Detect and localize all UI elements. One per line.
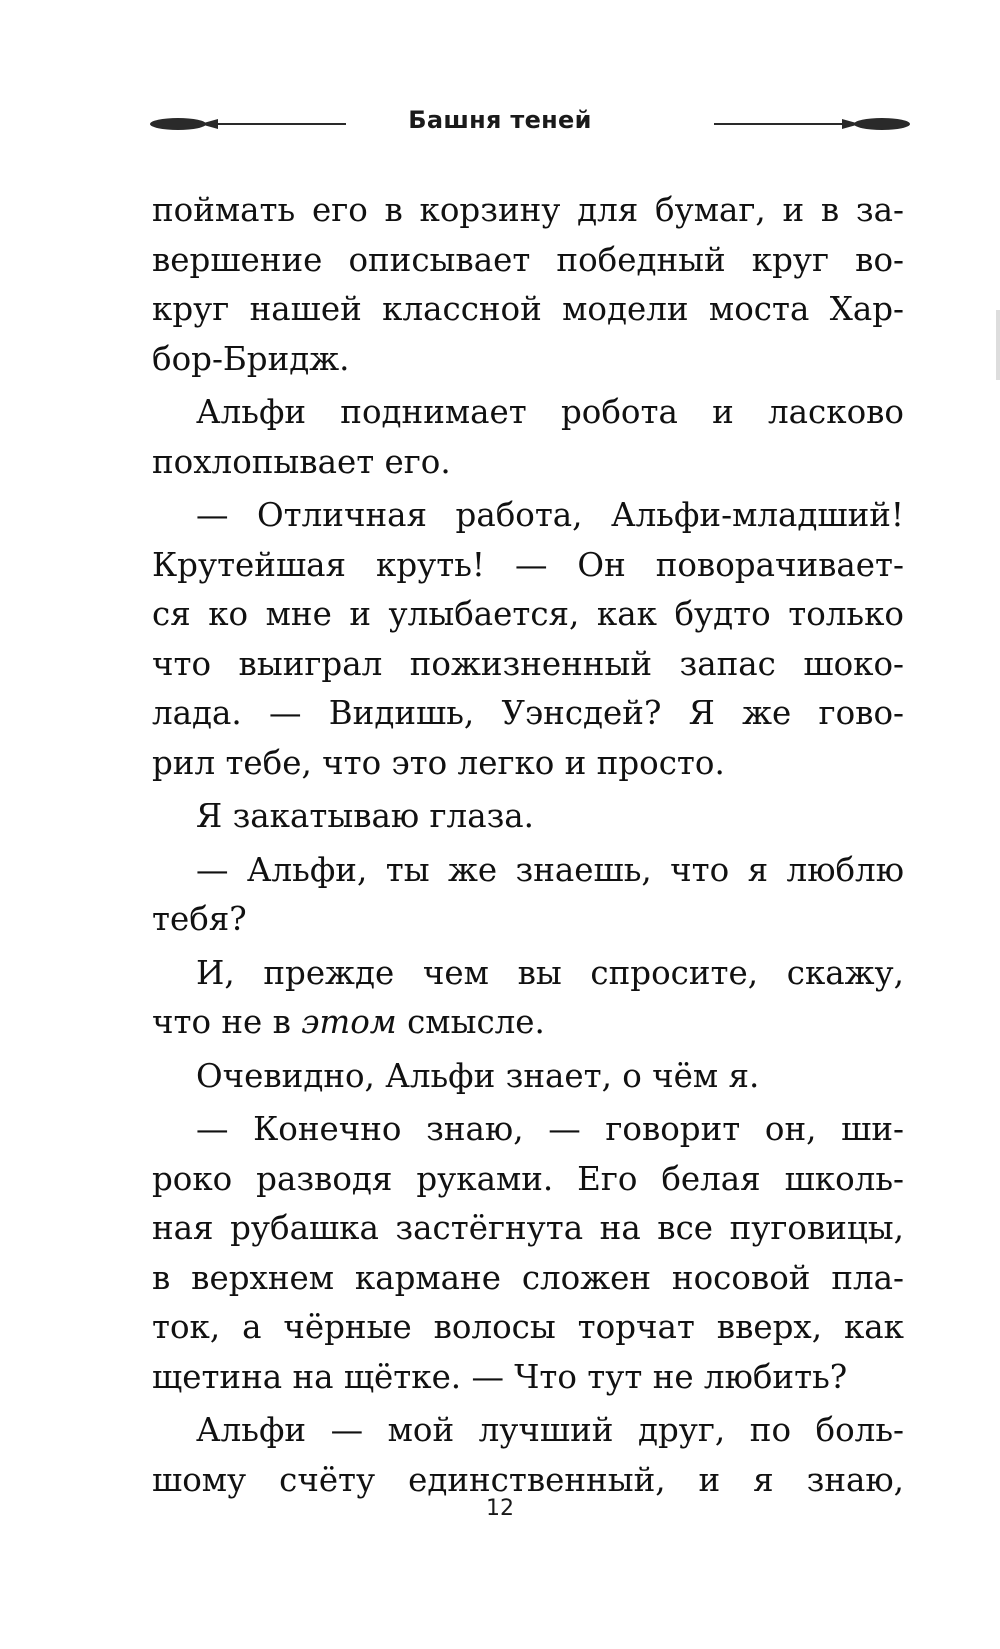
text-line: похлопывает его. [152,442,451,481]
text-line: Альфи поднимает робота и ласково [196,393,904,431]
text-line: шому счёту единственный, и я знаю, [152,1460,904,1499]
text-line: в верхнем кармане сложен носовой пла- [152,1258,904,1297]
text-line: ся ко мне и улыбается, как будто только [152,595,904,633]
text-line: что выиграл пожизненный запас шоко- [152,644,904,683]
text-line: И, прежде чем вы спросите, скажу, [196,953,904,992]
text-line: лада. — Видишь, Уэнсдей? Я же гово- [152,694,904,732]
text-line: Альфи — мой лучший друг, по боль- [196,1411,904,1449]
running-title: Башня теней [408,106,592,134]
text-line: поймать его в корзину для бумаг, и в за- [152,191,904,229]
text-line: Крутейшая круть! — Он поворачивает- [152,545,904,584]
text-line: — Альфи, ты же знаешь, что я люблю [196,850,904,889]
page-body [152,186,904,1505]
emphasized-word: этом [301,1003,397,1041]
text-fragment: смысле. [396,1003,545,1041]
right-ornament-icon [712,114,912,134]
text-line: вершение описывает победный круг во- [152,240,904,279]
text-line: рил тебе, что это легко и просто. [152,743,725,782]
text-line: роко разводя руками. Его белая школь- [152,1159,904,1198]
text-line: круг нашей классной модели моста Хар- [152,290,904,328]
running-header [0,100,1000,146]
page-number: 12 [486,1496,514,1521]
text-line: — Конечно знаю, — говорит он, ши- [196,1110,904,1148]
text-line: Очевидно, Альфи знает, о чём я. [196,1056,760,1095]
text-line: Я закатываю глаза. [196,797,534,835]
text-fragment: что не в [152,1003,302,1041]
text-line: ток, а чёрные волосы торчат вверх, как [152,1308,904,1346]
text-line [152,998,904,1048]
text-line: — Отличная работа, Альфи-младший! [196,496,904,534]
text-line: бор-Бридж. [152,339,350,378]
scan-edge-mark [996,310,1000,380]
text-line: щетина на щётке. — Что тут не любить? [152,1357,848,1396]
text-line: тебя? [152,900,247,938]
text-line: ная рубашка застёгнута на все пуговицы, [152,1209,904,1247]
